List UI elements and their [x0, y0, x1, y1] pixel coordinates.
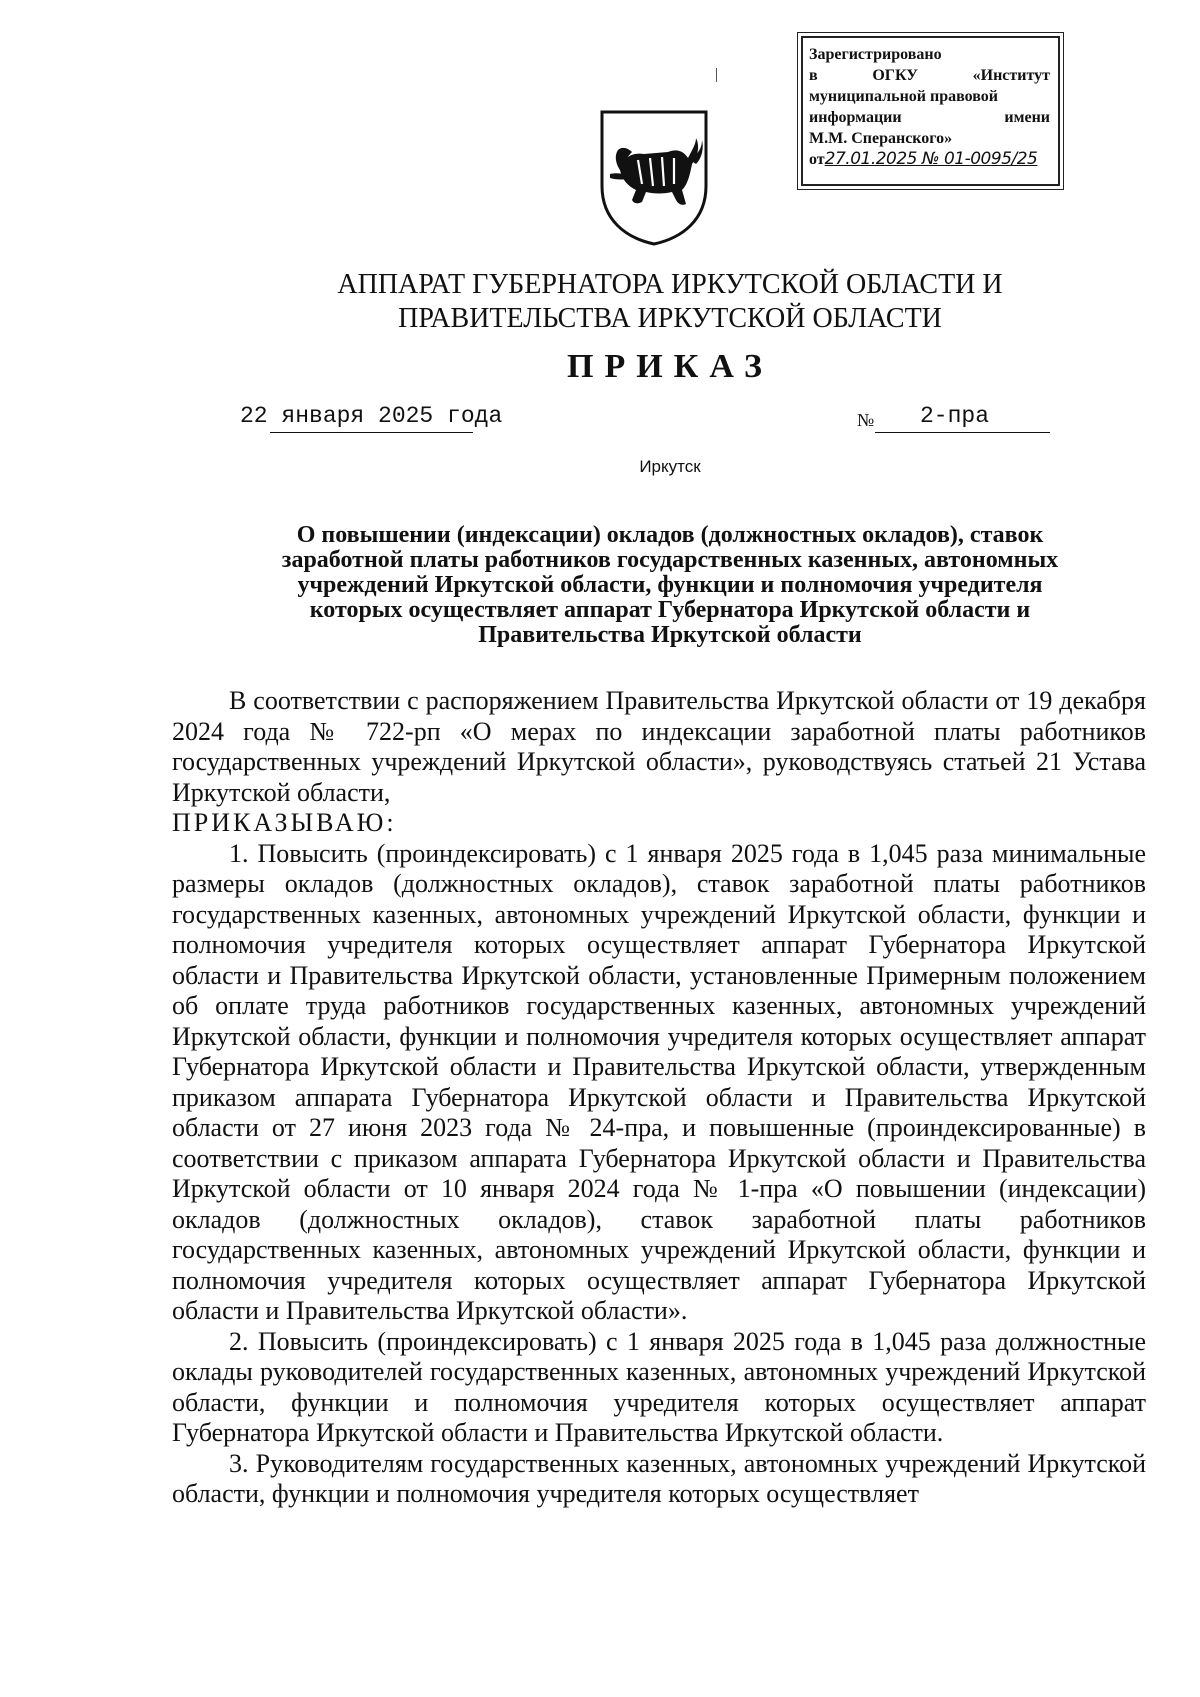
stamp-word-information: информации: [809, 109, 902, 126]
number-underline: [875, 432, 1050, 433]
stamp-word-institute: «Институт: [972, 67, 1050, 84]
item-3-paragraph: 3. Руководителям государственных казенных, автономных учреждений Иркутской области, функции и полномочия учредителя которых осуществляет: [172, 1448, 1146, 1508]
document-number: 2-пра: [920, 403, 990, 429]
date-underline: [270, 432, 473, 433]
stamp-line-speransky: М.М. Сперанского»: [809, 130, 953, 147]
document-body: [172, 686, 1146, 1510]
document-type: ПРИКАЗ: [567, 348, 773, 385]
stamp-line-information: [809, 107, 1050, 128]
number-sign: №: [857, 410, 875, 430]
scan-mark: [716, 68, 717, 82]
stamp-word-in: в: [809, 67, 818, 84]
stamp-registration-handwritten: 27.01.2025 № 01-0095/25: [824, 149, 1038, 169]
title-line1: О повышении (индексации) окладов (должностных окладов), ставок: [296, 522, 1044, 548]
title-line5: Правительства Иркутской области: [478, 622, 862, 648]
stamp-line-registered: Зарегистрировано: [809, 46, 942, 63]
coat-of-arms-icon: [598, 108, 710, 248]
title-line3: учреждений Иркутской области, функции и полномочия учредителя: [297, 572, 1043, 598]
organization-name-line2: ПРАВИТЕЛЬСТВА ИРКУТСКОЙ ОБЛАСТИ: [398, 303, 942, 334]
preamble-paragraph: В соответствии с распоряжением Правительства Иркутской области от 19 декабря 2024 года № 722-рп «О мерах по индексации заработной платы работников государственных учреждений Иркутской области», руководствуясь статьей 21 Устава Иркутской области,: [172, 686, 1146, 807]
document-city: Иркутск: [639, 457, 701, 476]
stamp-word-ogku: ОГКУ: [872, 67, 918, 84]
item-1-paragraph: 1. Повысить (проиндексировать) с 1 января 2025 года в 1,045 раза минимальные размеры окладов (должностных окладов), ставок заработной платы работников государственных казенных, автономных учреждений Иркутской области, функции и полномочия учредителя которых осуществляет аппарат Губернатора Иркутской области и Правительства Иркутской области, установленные Примерным положением об оплате труда работников государственных казенных, автономных учреждений Иркутской области, функции и полномочия учредителя которых осуществляет аппарат Губернатора Иркутской области и Правительства Иркутской области, утвержденным приказом аппарата Губернатора Иркутской области и Правительства Иркутской области от 27 июня 2023 года № 24-пра, и повышенные (проиндексированные) в соответствии с приказом аппарата Губернатора Иркутской области и Правительства Иркутской области от 10 января 2024 года № 1-пра «О повышении (индексации) окладов (должностных окладов), ставок заработной платы работников государственных казенных, автономных учреждений Иркутской области, функции и полномочия учредителя которых осуществляет аппарат Губернатора Иркутской области и Правительства Иркутской области».: [172, 838, 1146, 1325]
document-date: 22 января 2025 года: [240, 403, 503, 429]
title-line2: заработной платы работников государственных казенных, автономных: [281, 547, 1059, 573]
stamp-from-label: от: [809, 151, 825, 168]
stamp-line-institute: [809, 65, 1050, 86]
item-2-paragraph: 2. Повысить (проиндексировать) с 1 января 2025 года в 1,045 раза должностные оклады руководителей государственных казенных, автономных учреждений Иркутской области, функции и полномочия учредителя которых осуществляет аппарат Губернатора Иркутской области и Правительства Иркутской области.: [172, 1326, 1146, 1447]
stamp-line-date: [809, 149, 1050, 170]
document-title: [170, 523, 1170, 648]
stamp-word-named: имени: [1004, 109, 1050, 126]
organization-name: [250, 268, 1090, 336]
title-line4: которых осуществляет аппарат Губернатора Иркутской области и: [309, 597, 1031, 623]
decree-word: ПРИКАЗЫВАЮ:: [172, 808, 397, 837]
registration-stamp: [801, 36, 1060, 186]
organization-name-line1: АППАРАТ ГУБЕРНАТОРА ИРКУТСКОЙ ОБЛАСТИ И: [337, 269, 1003, 300]
stamp-line-municipal: муниципальной правовой: [809, 88, 999, 105]
